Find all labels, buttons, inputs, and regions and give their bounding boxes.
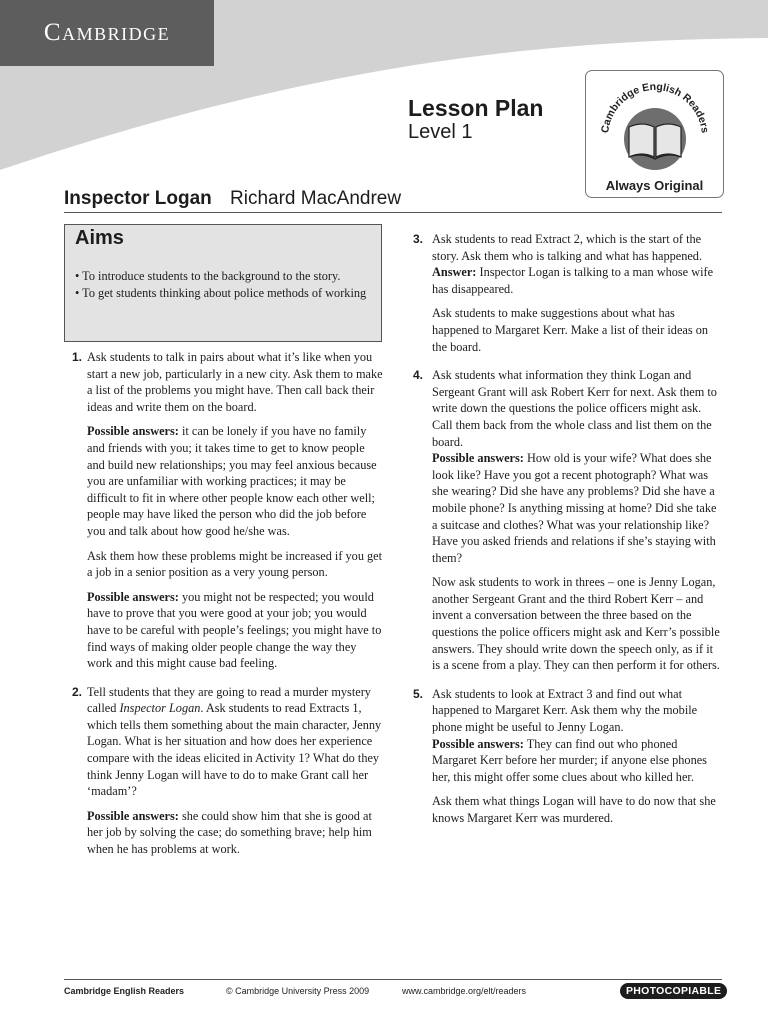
activity-number: 4.: [413, 368, 424, 383]
lesson-level: Level 1: [408, 121, 473, 143]
activity-paragraph: Ask students to make suggestions about what has happened to Margaret Kerr. Make a list of their ideas on the board.: [432, 306, 709, 354]
footer-series: Cambridge English Readers: [64, 986, 185, 996]
photocopiable-badge: PHOTOCOPIABLE: [620, 983, 727, 999]
lesson-plan-title: Lesson Plan: [408, 95, 544, 121]
cambridge-brand: Cambridge: [0, 0, 214, 66]
activity-3: [409, 231, 723, 355]
aims-item: • To introduce students to the background to the story.: [75, 268, 371, 285]
aims-box: [64, 224, 382, 342]
footer-copyright: © Cambridge University Press 2009: [226, 986, 370, 996]
activity-answer: Possible answers: They can find out who phoned Margaret Kerr before her murder; if anyone else phones her, this might offer some clues about who killed her.: [432, 736, 707, 784]
activity-paragraph: Ask students to talk in pairs about what it’s like when you start a new job, particularly in a new city. Ask them to make a list of the problems you might have. Then call back their ideas and write them on the board.: [87, 350, 383, 414]
activity-answer: Possible answers: you might not be respected; you would have to prove that you were good at your job; you would have to be careful with people’s feelings; you might have to find ways of making older people change the way they work and this might cause bad feeling.: [87, 589, 382, 671]
aims-list: [75, 268, 371, 302]
activity-paragraph: Ask students to look at Extract 3 and find out what happened to Margaret Kerr. Ask them why the mobile phone might be useful to Jenny Logan.: [432, 686, 698, 735]
activity-number: 2.: [72, 684, 83, 699]
activity-number: 1.: [72, 350, 83, 364]
left-column: [64, 349, 384, 870]
activity-paragraph: Ask students what information they think Logan and Sergeant Grant will ask Robert Kerr for next. Ask them to write down the questions the police officers might ask. Call them back from the whole class and list them on the board.: [432, 368, 717, 449]
activity-paragraph: Ask them how these problems might be increased if you get a job in a senior position as a very young person.: [87, 548, 383, 580]
activity-answer: Possible answers: How old is your wife? What does she look like? Have you got a recent photograph? What was she wearing? Did she have any problems? Did she have a mobile phone? Is anything missing at home? Did she take a suitcase and clothes? What was your relationship like? Have you asked friends and relations if she’s staying with them?: [432, 451, 717, 565]
activity-2: [64, 684, 384, 858]
activity-paragraph: Tell students that they are going to read a murder mystery called Inspector Logan. Ask students to read Extracts 1, which tells them something about the main character, Jenny Logan. What is her situation and how does her experience compare with the ideas elicited in Activity 1? What do they think Jenny Logan will have to do to make Grant call her ‘madam’?: [87, 684, 382, 799]
open-book-icon: [586, 71, 723, 175]
activity-paragraph: Ask students to read Extract 2, which is the start of the story. Ask them who is talking and what has happened.: [432, 232, 703, 263]
activity-paragraph: Ask them what things Logan will have to do now that she knows Margaret Kerr was murdered.: [432, 794, 716, 825]
cambridge-english-readers-logo: [585, 70, 724, 198]
aims-item: • To get students thinking about police methods of working: [75, 285, 371, 302]
title-divider: [64, 212, 722, 213]
activity-paragraph: Now ask students to work in threes – one is Jenny Logan, another Sergeant Grant and the third Robert Kerr – and invent a conversation between the three based on the questions the police officers might ask and Kerr’s possible answers. They should write down the speech only, as if it is a scene from a play. They can then perform it for others.: [432, 575, 720, 673]
book-author: Richard MacAndrew: [230, 188, 402, 209]
activity-5: [409, 686, 723, 827]
activity-answer: Answer: Inspector Logan is talking to a man whose wife has disappeared.: [432, 265, 714, 296]
aims-heading: Aims: [75, 227, 124, 249]
activity-answer: Possible answers: it can be lonely if you have no family and friends with you; it takes time to get to know people and build new relationships; you may feel anxious because you are unfamiliar with working practices; it may be difficult to fit in where other people know each other well; people may have liked the person who did the job before you and talk about how good he/she was.: [87, 424, 377, 538]
activity-number: 3.: [413, 232, 424, 246]
activity-1: [64, 349, 384, 672]
logo-arc-text: Cambridge English Readers: [599, 80, 711, 134]
logo-caption: Always Original: [605, 178, 704, 193]
footer-divider: [64, 979, 722, 980]
activity-answer: Possible answers: she could show him that she is good at her job by solving the case; do something brave; help him when he has problems at work.: [87, 808, 372, 857]
footer-url[interactable]: www.cambridge.org/elt/readers: [402, 986, 527, 996]
book-title: Inspector Logan: [64, 188, 212, 209]
activity-4: [409, 367, 723, 674]
right-column: [409, 231, 723, 839]
activity-number: 5.: [413, 686, 424, 701]
